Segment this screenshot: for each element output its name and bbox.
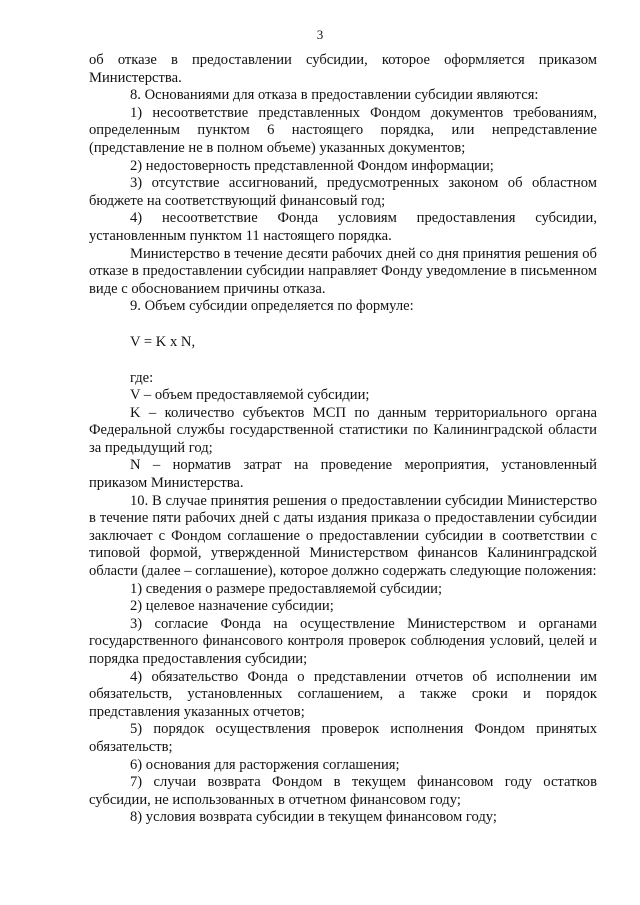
paragraph-refusal-order: об отказе в предоставлении субсидии, которое оформляется приказом Министерства. (89, 52, 597, 86)
document-body (89, 52, 597, 827)
list-item-8-2: 2) недостоверность представленной Фондом информации; (130, 157, 494, 174)
list-item-10-8: 8) условия возврата субсидии в текущем финансовом году; (130, 809, 497, 826)
paragraph-ministry-notice: Министерство в течение десяти рабочих дней со дня принятия решения об отказе в предоставлении субсидии направляет Фонду уведомление в письменном виде с обоснованием причины отказа. (89, 245, 597, 297)
page-number: 3 (316, 27, 324, 42)
list-item-8-1: 1) несоответствие представленных Фондом документов требованиям, определенным пунктом 6 настоящего порядка, или непредставление (представление не в полном объеме) указанных документов; (89, 104, 597, 156)
formula-definition-k: K – количество субъектов МСП по данным территориального органа Федеральной службы государственной статистики по Калининградской области за предыдущий год; (89, 404, 597, 456)
list-item-8-3: 3) отсутствие ассигнований, предусмотренных законом об областном бюджете на соответствующий финансовый год; (89, 175, 597, 209)
list-item-10-5: 5) порядок осуществления проверок исполнения Фондом принятых обязательств; (89, 721, 597, 755)
paragraph-clause-9: 9. Объем субсидии определяется по формуле: (130, 298, 414, 315)
list-item-10-7: 7) случаи возврата Фондом в текущем финансовом году остатков субсидии, не использованных в отчетном финансовом году; (89, 774, 597, 808)
formula-definition-v: V – объем предоставляемой субсидии; (130, 387, 370, 404)
list-item-10-2: 2) целевое назначение субсидии; (130, 598, 334, 615)
formula-definition-n: N – норматив затрат на проведение мероприятия, установленный приказом Министерства. (89, 457, 597, 492)
list-item-10-6: 6) основания для расторжения соглашения; (130, 756, 400, 773)
list-item-10-1: 1) сведения о размере предоставляемой субсидии; (130, 580, 443, 597)
subsidy-formula: V = K x N, (130, 333, 196, 350)
formula-where-label: где: (130, 369, 154, 386)
paragraph-clause-10: 10. В случае принятия решения о предоставлении субсидии Министерство в течение пяти рабочих дней с даты издания приказа о предоставлении субсидии заключает с Фондом соглашение о предоставлении субсидии в соответствии с типовой формой, утвержденной Министерством финансов Калининградской области (далее – соглашение), которое должно содержать следующие положения: (89, 492, 597, 580)
list-item-8-4: 4) несоответствие Фонда условиям предоставления субсидии, установленным пунктом 11 настоящего порядка. (89, 210, 597, 244)
list-item-10-3: 3) согласие Фонда на осуществление Министерством и органами государственного финансового контроля проверок соблюдения условий, целей и порядка предоставления субсидии; (89, 615, 597, 667)
paragraph-clause-8: 8. Основаниями для отказа в предоставлении субсидии являются: (130, 87, 539, 104)
list-item-10-4: 4) обязательство Фонда о представлении отчетов об исполнении им обязательств, установленных соглашением, а также сроки и порядок представления указанных отчетов; (89, 668, 597, 720)
